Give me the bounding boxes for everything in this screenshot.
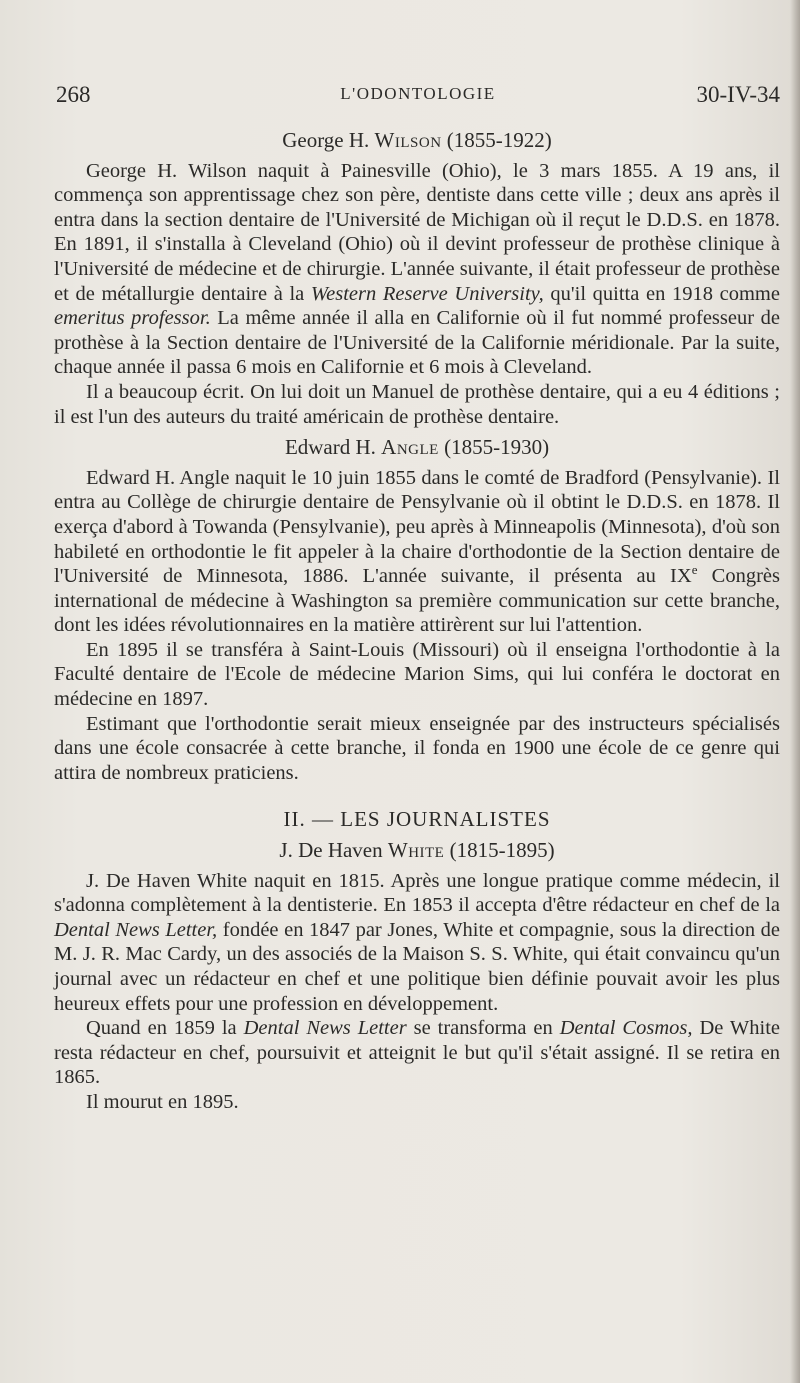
paragraph: Edward H. Angle naquit le 10 juin 1855 dans le comté de Bradford (Pensylvanie). Il entra au Collège de chirurgie dentaire de Pensylvanie où il obtint le D.D.S. en 1878. Il exerça d'abord à Towanda (Pensylvanie), peu après à Minneapolis (Minnesota), d'où son habileté en orthodontie le fit appeler à la chaire d'orthodontie de la Section dentaire de l'Université de Minnesota, 1886. L'année suivante, il présenta au IXe Congrès international de médecine à Washington sa première communication sur cette branche, dont les idées révolutionnaires en la matière attirèrent sur lui l'attention.: [54, 466, 780, 637]
section-heading-white: [54, 838, 780, 863]
heading-dates: (1855-1930): [444, 435, 550, 460]
italic-text: Dental News Letter,: [54, 918, 218, 941]
heading-dates: (1855-1922): [446, 128, 552, 152]
paragraph: Il mourut en 1895.: [86, 1090, 239, 1113]
section-heading-wilson: [54, 128, 780, 153]
paragraph: J. De Haven White naquit en 1815. Après une longue pratique comme médecin, il s'adonna complètement à la dentisterie. En 1853 il accepta d'être rédacteur en chef de la Dental News Letter, fondée en 1847 par Jones, White et compagnie, sous la direction de M. J. R. Mac Cardy, un des associés de la Maison S. S. White, qui était convaincu qu'un journal avec un rédacteur en chef et une politique bien définie pouvait avoir les plus heureux effets pour une profession en développement.: [54, 869, 781, 1015]
section-heading-angle: [54, 435, 780, 460]
heading-first-name: Edward H.: [284, 435, 376, 460]
chapter-heading: II. — LES JOURNALISTES: [283, 807, 551, 832]
heading-first-name: George H.: [282, 128, 370, 152]
italic-text: Western Reserve University,: [310, 282, 544, 305]
paragraph: Quand en 1859 la Dental News Letter se transforma en Dental Cosmos, De White resta rédacteur en chef, poursuivit et atteignit le but qu'il s'était assigné. Il se retira en 1865.: [54, 1017, 781, 1089]
heading-last-name: Wilson: [374, 128, 442, 152]
issue-date: 30-IV-34: [696, 82, 780, 107]
journal-title: L'ODONTOLOGIE: [340, 84, 496, 103]
heading-last-name: Angle: [381, 435, 439, 460]
italic-text: Dental News Letter: [243, 1017, 407, 1040]
paragraph: En 1895 il se transféra à Saint-Louis (Missouri) où il enseigna l'orthodontie à la Faculté dentaire de l'Ecole de médecine Marion Sims, qui lui conféra le doctorat en médecine en 1897.: [54, 638, 780, 711]
paragraph: Estimant que l'orthodontie serait mieux enseignée par des instructeurs spécialisés dans une école consacrée à cette branche, il fonda en 1900 une école de ce genre qui attira de nombreux praticiens.: [54, 712, 780, 784]
paragraph: George H. Wilson naquit à Painesville (Ohio), le 3 mars 1855. A 19 ans, il commença son apprentissage chez son père, dentiste dans cette ville ; deux ans après il entra dans la section dentaire de l'Université de Michigan où il reçut le D.D.S. en 1878. En 1891, il s'installa à Cleveland (Ohio) où il devint professeur de prothèse clinique à l'Université de médecine et de chirurgie. L'année suivante, il était professeur de prothèse et de métallurgie dentaire à la Western Reserve University, qu'il quitta en 1918 comme emeritus professor. La même année il alla en Californie où il fut nommé professeur de prothèse à la Section dentaire de l'Université de la Californie méridionale. Par la suite, chaque année il passa 6 mois en Californie et 6 mois à Cleveland.: [54, 159, 780, 379]
heading-first-name: J. De Haven: [279, 838, 383, 863]
paragraph: Il a beaucoup écrit. On lui doit un Manuel de prothèse dentaire, qui a eu 4 éditions ; il est l'un des auteurs du traité américain de prothèse dentaire.: [54, 380, 780, 428]
article-body: [54, 128, 780, 1115]
page-number: 268: [56, 82, 91, 107]
heading-last-name: White: [387, 838, 445, 863]
italic-text: Dental Cosmos,: [559, 1017, 693, 1040]
heading-dates: (1815-1895): [449, 838, 555, 863]
superscript: e: [691, 562, 698, 578]
italic-text: emeritus professor.: [54, 307, 211, 330]
page-edge-shadow: [790, 0, 800, 1383]
running-header: [56, 82, 780, 112]
